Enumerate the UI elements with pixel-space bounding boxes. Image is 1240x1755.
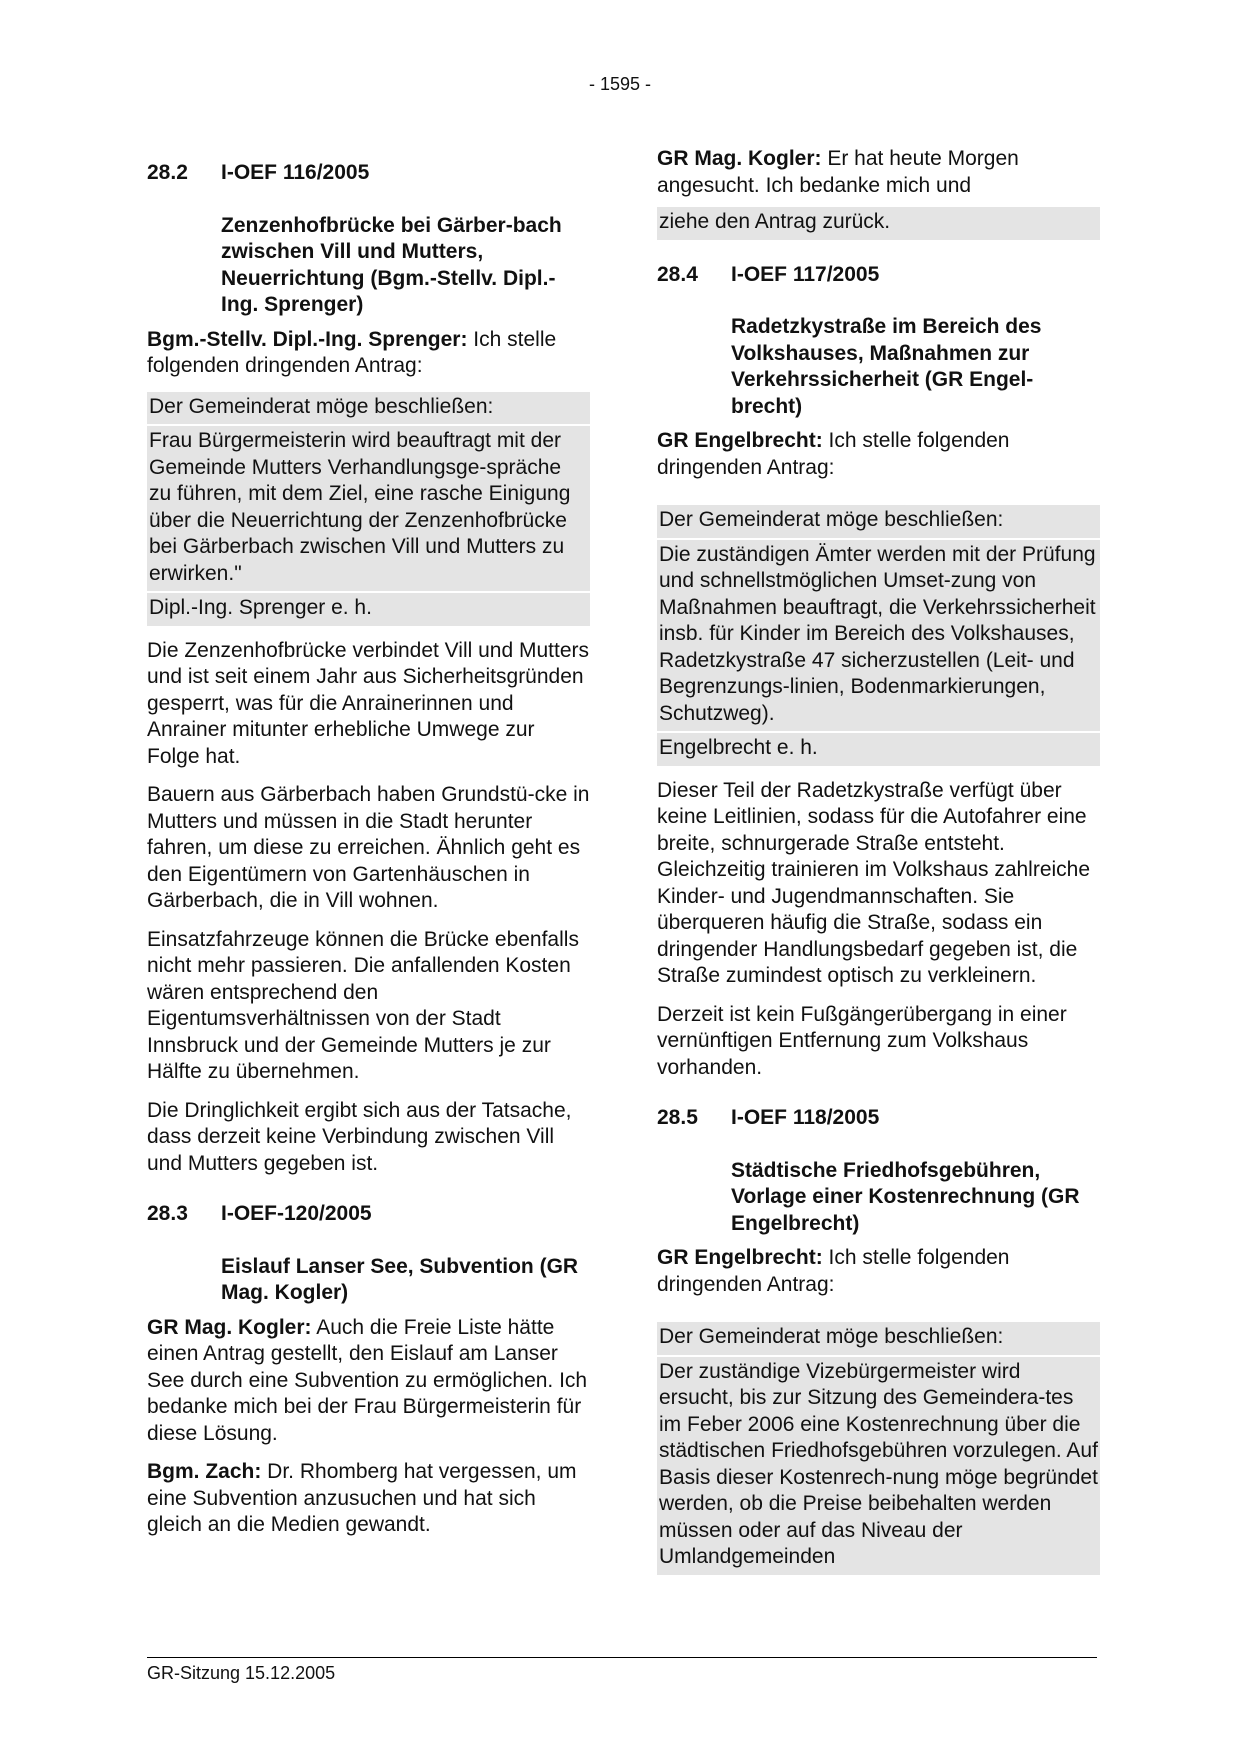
withdraw-text: ziehe den Antrag zurück. [657, 207, 1100, 240]
motion-text: Frau Bürgermeisterin wird beauftragt mit der Gemeinde Mutters Verhandlungsge-spräche zu führen, mit dem Ziel, eine rasche Einigung über die Neuerrichtung der Zenzenhofbrücke bei Gärberbach zwischen Vill und Mutters zu erwirken." [147, 426, 590, 591]
right-column [657, 146, 1100, 1577]
left-column [147, 160, 590, 1551]
speaker-text: Ich stelle folgenden dringenden Antrag: [657, 429, 1010, 479]
body-paragraph: Die Zenzenhofbrücke verbindet Vill und Mutters und ist seit einem Jahr aus Sicherheitsgründen gesperrt, was für die Anrainerinnen und Anrainer mitunter erhebliche Umwege zur Folge hat. [147, 638, 590, 768]
section-number: 28.4 [657, 262, 698, 286]
motion-intro: Der Gemeinderat möge beschließen: [147, 392, 590, 425]
section-heading-28-4 [657, 262, 1100, 289]
speaker-name: GR Engelbrecht: [657, 1246, 823, 1269]
motion-intro: Der Gemeinderat möge beschließen: [657, 1322, 1100, 1355]
section-id: I-OEF 118/2005 [731, 1106, 880, 1129]
body-paragraph: Die Dringlichkeit ergibt sich aus der Tatsache, dass derzeit keine Verbindung zwischen Vill und Mutters gegeben ist. [147, 1098, 572, 1175]
speaker-text: Er hat heute Morgen angesucht. Ich bedanke mich und [657, 147, 1019, 197]
speaker-text: Dr. Rhomberg hat vergessen, um eine Subvention anzusuchen und hat sich gleich an die Medien gewandt. [147, 1460, 577, 1536]
section-id: I-OEF 116/2005 [221, 161, 370, 184]
section-subject: Eislauf Lanser See, Subvention (GR Mag. Kogler) [221, 1254, 579, 1304]
section-id: I-OEF 117/2005 [731, 262, 880, 286]
body-paragraph: Einsatzfahrzeuge können die Brücke ebenfalls nicht mehr passieren. Die anfallenden Kosten wären entsprechend den Eigentumsverhältnissen von der Stadt Innsbruck und der Gemeinde Mutters je zur Hälfte zu übernehmen. [147, 927, 579, 1083]
speaker-name: GR Engelbrecht: [657, 429, 823, 452]
speaker-paragraph [657, 428, 1100, 481]
speaker-text: Auch die Freie Liste hätte einen Antrag gestellt, den Eislauf am Lanser See durch eine Subvention zu ermöglichen. Ich bedanke mich bei der Frau Bürgermeisterin für diese Lösung. [147, 1315, 588, 1445]
motion-signature: Dipl.-Ing. Sprenger e. h. [147, 593, 590, 626]
section-subject: Radetzkystraße im Bereich des Volkshauses, Maßnahmen zur Verkehrssicherheit (GR Engel-brecht) [731, 315, 1042, 418]
section-heading-28-3 [147, 1201, 590, 1228]
section-number: 28.5 [657, 1106, 698, 1129]
motion-intro: Der Gemeinderat möge beschließen: [657, 505, 1100, 538]
speaker-text: Ich stelle folgenden dringenden Antrag: [657, 1246, 1010, 1296]
speaker-paragraph [147, 327, 590, 380]
footer-divider [147, 1657, 1097, 1658]
body-paragraph: Dieser Teil der Radetzkystraße verfügt über keine Leitlinien, sodass für die Autofahrer eine breite, schnurgerade Straße entsteht. Gleichzeitig trainieren im Volkshaus zahlreiche Kinder- und Jugendmannschaften. Sie überqueren häufig die Straße, sodass ein dringender Handlungsbedarf gegeben ist, die Straße zumindest optisch zu verkleinern. [657, 778, 1091, 987]
body-paragraph: Bauern aus Gärberbach haben Grundstü-cke in Mutters und müssen in die Stadt herunter fahren, um diese zu erreichen. Ähnlich geht es den Eigentümern von Gartenhäuschen in Gärberbach, die in Vill wohnen. [147, 783, 590, 912]
motion-text: Der zuständige Vizebürgermeister wird ersucht, bis zur Sitzung des Gemeindera-tes im Feber 2006 eine Kostenrechnung über die städtischen Friedhofsgebühren vorzulegen. Auf Basis dieser Kostenrech-nung möge begründet werden, ob die Preise beibehalten werden müssen oder auf das Niveau der Umlandgemeinden [657, 1357, 1100, 1575]
page-number: - 1595 - [588, 74, 652, 94]
speaker-paragraph [657, 146, 1100, 199]
speaker-paragraph [657, 1245, 1100, 1298]
section-heading-28-2 [147, 160, 590, 187]
motion-text: Die zuständigen Ämter werden mit der Prüfung und schnellstmöglichen Umset-zung von Maßnahmen beauftragt, die Verkehrssicherheit insb. für Kinder im Bereich des Volkshauses, Radetzkystraße 47 sicherzustellen (Leit- und Begrenzungs-linien, Bodenmarkierungen, Schutzweg). [657, 540, 1100, 732]
speaker-name: GR Mag. Kogler: [147, 1315, 312, 1339]
section-number: 28.3 [147, 1202, 188, 1225]
speaker-paragraph [147, 1315, 590, 1448]
section-heading-28-5 [657, 1105, 1100, 1132]
speaker-paragraph [147, 1459, 590, 1539]
body-paragraph: Derzeit ist kein Fußgängerübergang in einer vernünftigen Entfernung zum Volkshaus vorhanden. [657, 1002, 1067, 1079]
section-id: I-OEF-120/2005 [221, 1202, 372, 1225]
speaker-name: Bgm. Zach: [147, 1460, 262, 1483]
speaker-name: GR Mag. Kogler: [657, 147, 822, 170]
section-subject: Städtische Friedhofsgebühren, Vorlage einer Kostenrechnung (GR Engelbrecht) [731, 1158, 1080, 1235]
footer-text: GR-Sitzung 15.12.2005 [147, 1663, 336, 1683]
section-subject: Zenzenhofbrücke bei Gärber-bach zwischen Vill und Mutters, Neuerrichtung (Bgm.-Stellv. Dipl.-Ing. Sprenger) [221, 213, 562, 316]
motion-signature: Engelbrecht e. h. [657, 733, 1100, 766]
section-number: 28.2 [147, 161, 188, 184]
speaker-name: Bgm.-Stellv. Dipl.-Ing. Sprenger: [147, 327, 468, 351]
speaker-text: Ich stelle folgenden dringenden Antrag: [147, 327, 557, 377]
